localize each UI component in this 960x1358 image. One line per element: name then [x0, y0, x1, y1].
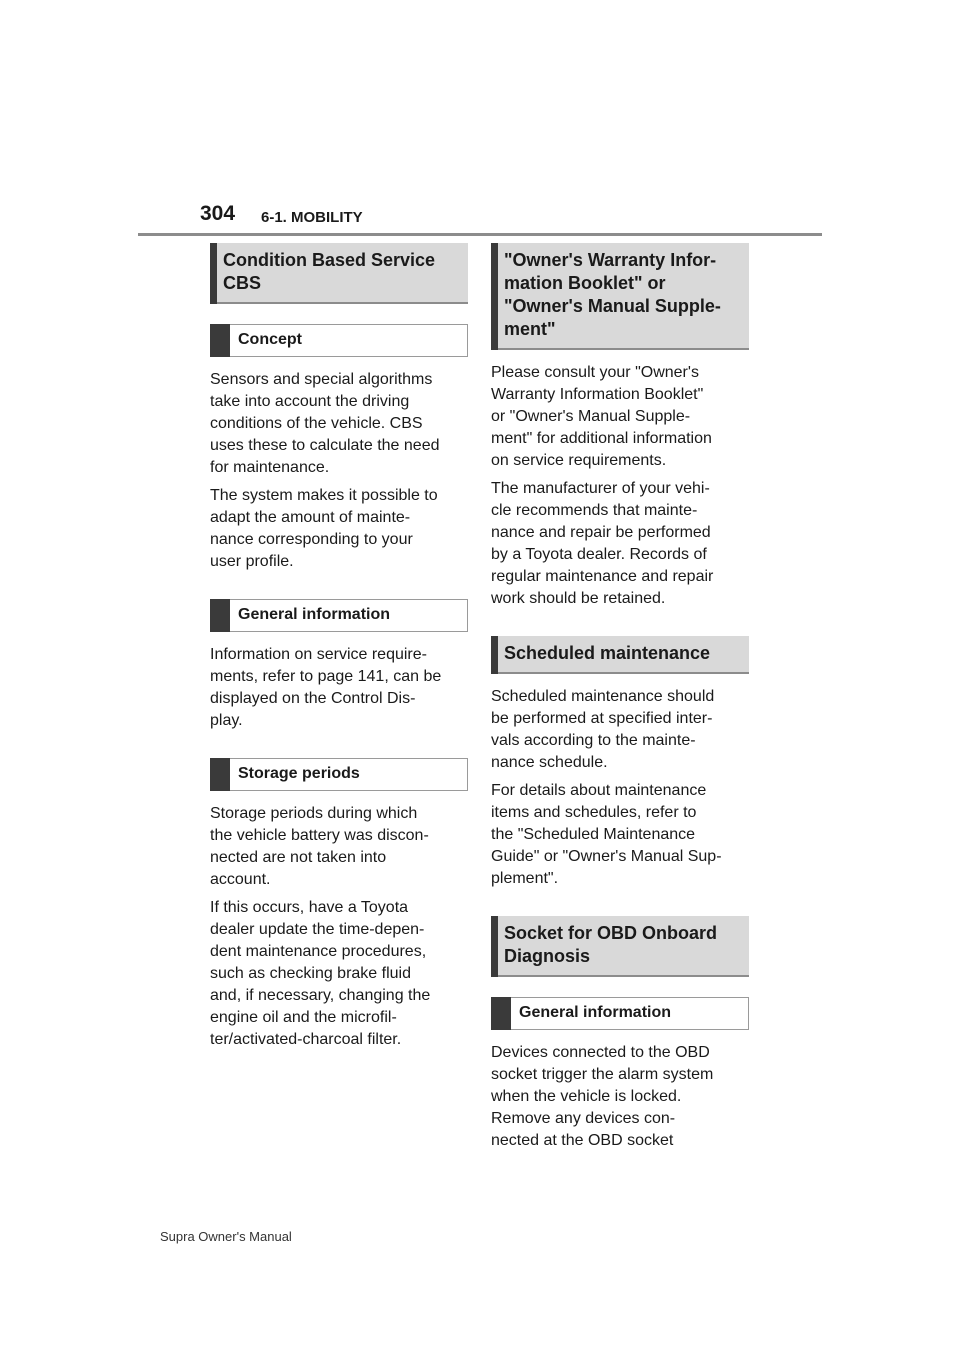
paragraph: Please consult your "Owner's Warranty Information Booklet" or "Owner's Manual Supple- ment" for additional information on service requirements. — [491, 364, 712, 469]
paragraph: For details about maintenance items and schedules, refer to the "Scheduled Maintenance Guide" or "Owner's Manual Sup- plement". — [491, 782, 722, 887]
paragraph: Devices connected to the OBD socket trigger the alarm system when the vehicle is locked. Remove any devices con- nected at the OBD socket — [491, 1044, 714, 1149]
paragraph: The manufacturer of your vehi- cle recommends that mainte- nance and repair be performed by a Toyota dealer. Records of regular maintenance and repair work should be retained. — [491, 480, 714, 607]
subheading-general-information: General information — [210, 599, 468, 632]
subheading-concept: Concept — [210, 324, 468, 357]
paragraph: If this occurs, have a Toyota dealer update the time-depen- dent maintenance procedures, such as checking brake fluid and, if necessary, changing the engine oil and the microfil- ter/activated-charcoal filter. — [210, 899, 431, 1048]
paragraph: Sensors and special algorithms take into account the driving conditions of the vehicle. CBS uses these to calculate the need for maintenance. — [210, 371, 440, 476]
paragraph: Scheduled maintenance should be performed at specified inter- vals according to the mainte- nance schedule. — [491, 688, 715, 771]
section-heading-text: Scheduled maintenance — [504, 643, 711, 663]
chapter-title: 6-1. MOBILITY — [261, 209, 363, 226]
subheading-general-information: General information — [491, 997, 749, 1030]
section-heading-scheduled-maintenance — [491, 636, 749, 674]
subheading-storage-periods: Storage periods — [210, 758, 468, 791]
left-column — [210, 243, 468, 1051]
section-heading-warranty — [491, 243, 749, 350]
paragraph: Storage periods during which the vehicle battery was discon- nected are not taken into account. — [210, 805, 429, 888]
header-divider — [138, 233, 822, 236]
page-number: 304 — [200, 202, 236, 225]
paragraph: Information on service require- ments, refer to page 141, can be displayed on the Control Dis- play. — [210, 646, 442, 729]
footer-manual-name: Supra Owner's Manual — [160, 1229, 292, 1244]
section-heading-obd — [491, 916, 749, 977]
section-heading-cbs — [210, 243, 468, 304]
right-column — [491, 243, 749, 1152]
paragraph: The system makes it possible to adapt the amount of mainte- nance corresponding to your user profile. — [210, 487, 438, 570]
section-heading-text: Socket for OBD Onboard Diagnosis — [504, 923, 718, 966]
section-heading-text: Condition Based Service CBS — [223, 250, 436, 293]
section-heading-text: "Owner's Warranty Infor- mation Booklet" or "Owner's Manual Supple- ment" — [504, 250, 721, 339]
